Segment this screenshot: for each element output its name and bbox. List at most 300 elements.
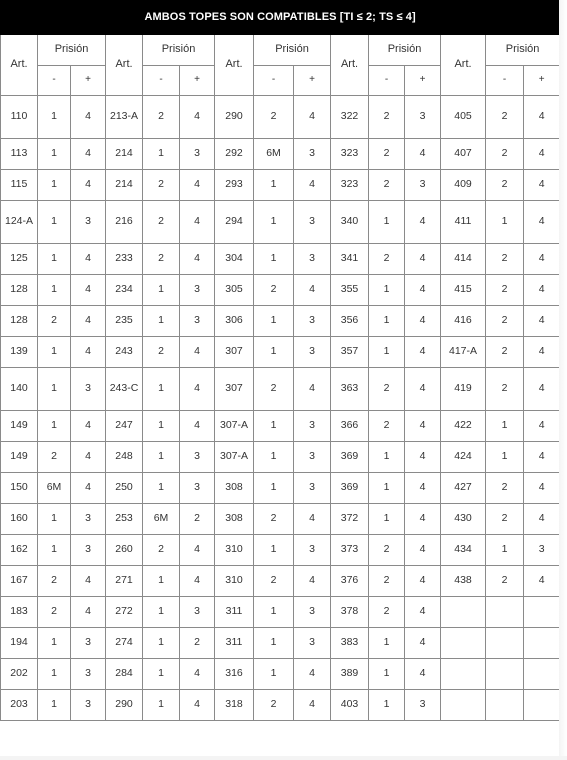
article-cell: 216 xyxy=(106,201,143,244)
article-cell: 305 xyxy=(215,275,254,306)
article-cell: 124-A xyxy=(1,201,38,244)
prison-min-cell: 2 xyxy=(369,244,405,275)
table-row xyxy=(1,201,560,244)
article-cell: 110 xyxy=(1,96,38,139)
article-cell: 260 xyxy=(106,535,143,566)
prison-min-cell: 1 xyxy=(143,139,180,170)
prison-min-cell: 2 xyxy=(486,96,524,139)
prison-max-cell: 4 xyxy=(180,690,215,721)
prison-min-cell: 2 xyxy=(369,170,405,201)
prison-min-cell: 2 xyxy=(486,566,524,597)
prison-min-cell: 1 xyxy=(143,306,180,337)
right-edge-shadow xyxy=(559,0,567,760)
prison-min-cell: 1 xyxy=(254,628,294,659)
article-cell: 214 xyxy=(106,139,143,170)
article-cell: 307-A xyxy=(215,411,254,442)
prison-min-cell: 1 xyxy=(369,442,405,473)
table-row xyxy=(1,244,560,275)
prison-max-cell: 4 xyxy=(405,368,441,411)
prison-max-cell: 4 xyxy=(71,566,106,597)
prison-max-cell xyxy=(524,690,560,721)
article-cell: 234 xyxy=(106,275,143,306)
prison-min-cell: 1 xyxy=(369,690,405,721)
prison-min-cell: 1 xyxy=(143,275,180,306)
prison-max-cell: 4 xyxy=(71,306,106,337)
article-cell: 304 xyxy=(215,244,254,275)
prison-max-cell: 4 xyxy=(524,566,560,597)
prison-max-cell xyxy=(524,628,560,659)
maximum-header: + xyxy=(405,66,441,96)
article-cell: 434 xyxy=(441,535,486,566)
article-cell: 128 xyxy=(1,275,38,306)
table-row xyxy=(1,170,560,201)
prison-min-cell: 2 xyxy=(38,442,71,473)
prison-max-cell: 3 xyxy=(294,628,331,659)
maximum-header: + xyxy=(294,66,331,96)
prison-max-cell: 3 xyxy=(294,244,331,275)
article-cell: 150 xyxy=(1,473,38,504)
prison-max-cell: 3 xyxy=(294,201,331,244)
article-cell: 213-A xyxy=(106,96,143,139)
prison-max-cell: 4 xyxy=(71,96,106,139)
article-cell: 409 xyxy=(441,170,486,201)
article-cell: 306 xyxy=(215,306,254,337)
prison-max-cell: 4 xyxy=(294,690,331,721)
prison-max-cell: 4 xyxy=(405,566,441,597)
prison-max-cell: 4 xyxy=(71,442,106,473)
prison-max-cell: 4 xyxy=(524,442,560,473)
prison-min-cell: 2 xyxy=(486,275,524,306)
article-cell: 272 xyxy=(106,597,143,628)
article-cell: 341 xyxy=(331,244,369,275)
prison-max-cell: 3 xyxy=(71,535,106,566)
article-cell: 167 xyxy=(1,566,38,597)
prison-min-cell: 6M xyxy=(254,139,294,170)
table-title: AMBOS TOPES SON COMPATIBLES [TI ≤ 2; TS ≤ 4] xyxy=(1,1,560,35)
prison-min-cell: 2 xyxy=(143,535,180,566)
prison-max-cell: 4 xyxy=(71,473,106,504)
prison-min-cell: 2 xyxy=(254,96,294,139)
prison-min-cell: 1 xyxy=(143,473,180,504)
article-cell: 307 xyxy=(215,337,254,368)
prison-max-cell: 4 xyxy=(71,275,106,306)
article-cell: 253 xyxy=(106,504,143,535)
prison-max-cell xyxy=(524,659,560,690)
prison-min-cell: 2 xyxy=(143,96,180,139)
prison-min-cell: 1 xyxy=(38,244,71,275)
prison-max-cell: 4 xyxy=(405,597,441,628)
table-row xyxy=(1,473,560,504)
prison-min-cell: 2 xyxy=(486,306,524,337)
prison-min-cell: 2 xyxy=(254,275,294,306)
prision-column-header: Prisión xyxy=(254,35,331,66)
prison-max-cell: 4 xyxy=(71,139,106,170)
table-row xyxy=(1,659,560,690)
prison-min-cell: 1 xyxy=(369,473,405,504)
prison-min-cell: 1 xyxy=(254,535,294,566)
prision-column-header: Prisión xyxy=(38,35,106,66)
article-cell: 243-C xyxy=(106,368,143,411)
article-cell: 308 xyxy=(215,504,254,535)
prison-max-cell: 4 xyxy=(524,275,560,306)
article-cell: 419 xyxy=(441,368,486,411)
article-cell: 311 xyxy=(215,597,254,628)
prison-min-cell: 1 xyxy=(254,597,294,628)
prison-max-cell: 4 xyxy=(180,170,215,201)
article-cell: 310 xyxy=(215,566,254,597)
prison-min-cell: 2 xyxy=(369,139,405,170)
prison-max-cell: 4 xyxy=(405,411,441,442)
article-cell: 355 xyxy=(331,275,369,306)
table-row xyxy=(1,628,560,659)
art-column-header: Art. xyxy=(215,35,254,96)
article-cell: 149 xyxy=(1,442,38,473)
prison-max-cell: 4 xyxy=(294,96,331,139)
article-cell: 235 xyxy=(106,306,143,337)
prison-max-cell: 4 xyxy=(71,411,106,442)
prison-min-cell: 1 xyxy=(143,690,180,721)
article-cell xyxy=(441,659,486,690)
prison-min-cell: 1 xyxy=(254,170,294,201)
prison-min-cell: 1 xyxy=(254,411,294,442)
prison-max-cell: 4 xyxy=(405,504,441,535)
article-cell: 115 xyxy=(1,170,38,201)
article-cell: 323 xyxy=(331,170,369,201)
prison-min-cell: 1 xyxy=(143,566,180,597)
article-cell: 274 xyxy=(106,628,143,659)
prison-min-cell: 1 xyxy=(254,244,294,275)
table-body xyxy=(1,96,560,721)
prison-min-cell: 1 xyxy=(369,306,405,337)
prison-min-cell: 2 xyxy=(486,170,524,201)
prison-min-cell: 1 xyxy=(369,201,405,244)
article-cell: 307-A xyxy=(215,442,254,473)
prison-max-cell: 4 xyxy=(294,566,331,597)
prison-max-cell: 4 xyxy=(524,368,560,411)
article-cell: 316 xyxy=(215,659,254,690)
prison-max-cell: 4 xyxy=(524,306,560,337)
article-cell: 243 xyxy=(106,337,143,368)
article-cell: 139 xyxy=(1,337,38,368)
article-cell: 422 xyxy=(441,411,486,442)
prison-min-cell: 1 xyxy=(38,690,71,721)
prison-min-cell xyxy=(486,659,524,690)
prison-max-cell: 4 xyxy=(294,659,331,690)
prison-max-cell: 3 xyxy=(405,170,441,201)
prison-min-cell: 2 xyxy=(486,473,524,504)
article-cell: 308 xyxy=(215,473,254,504)
prison-max-cell: 4 xyxy=(180,411,215,442)
prison-max-cell: 2 xyxy=(180,628,215,659)
prison-min-cell: 1 xyxy=(254,659,294,690)
article-cell: 357 xyxy=(331,337,369,368)
prison-max-cell: 4 xyxy=(180,201,215,244)
prison-min-cell xyxy=(486,628,524,659)
prison-max-cell: 4 xyxy=(524,201,560,244)
prison-max-cell: 4 xyxy=(405,201,441,244)
prison-min-cell: 1 xyxy=(486,535,524,566)
article-cell: 248 xyxy=(106,442,143,473)
prison-min-cell: 1 xyxy=(38,628,71,659)
prison-max-cell: 4 xyxy=(524,337,560,368)
prison-min-cell: 1 xyxy=(38,368,71,411)
prison-max-cell: 4 xyxy=(180,244,215,275)
prison-max-cell: 4 xyxy=(180,96,215,139)
prison-max-cell: 4 xyxy=(524,170,560,201)
prison-min-cell: 2 xyxy=(254,368,294,411)
prison-min-cell: 2 xyxy=(486,368,524,411)
article-cell: 183 xyxy=(1,597,38,628)
prison-max-cell: 4 xyxy=(294,275,331,306)
article-cell: 292 xyxy=(215,139,254,170)
prison-max-cell: 4 xyxy=(524,244,560,275)
prison-min-cell: 1 xyxy=(143,411,180,442)
article-cell: 403 xyxy=(331,690,369,721)
prison-min-cell: 1 xyxy=(38,139,71,170)
prison-max-cell: 4 xyxy=(180,535,215,566)
prison-max-cell: 3 xyxy=(524,535,560,566)
prison-min-cell: 2 xyxy=(369,368,405,411)
article-cell: 372 xyxy=(331,504,369,535)
table-row xyxy=(1,337,560,368)
prison-max-cell: 4 xyxy=(524,504,560,535)
prison-max-cell: 4 xyxy=(524,96,560,139)
prison-max-cell: 4 xyxy=(405,473,441,504)
prison-max-cell: 3 xyxy=(71,201,106,244)
article-cell: 407 xyxy=(441,139,486,170)
prison-max-cell: 4 xyxy=(71,597,106,628)
article-cell: 366 xyxy=(331,411,369,442)
prison-min-cell: 1 xyxy=(486,442,524,473)
article-cell xyxy=(441,690,486,721)
article-cell: 369 xyxy=(331,442,369,473)
prison-min-cell: 1 xyxy=(38,337,71,368)
article-cell: 202 xyxy=(1,659,38,690)
prison-max-cell: 4 xyxy=(71,244,106,275)
prison-min-cell: 2 xyxy=(486,337,524,368)
prison-min-cell: 1 xyxy=(38,535,71,566)
prison-max-cell: 3 xyxy=(294,139,331,170)
prison-max-cell: 4 xyxy=(294,170,331,201)
article-cell xyxy=(441,597,486,628)
prison-min-cell: 2 xyxy=(486,244,524,275)
article-cell: 363 xyxy=(331,368,369,411)
article-cell: 417-A xyxy=(441,337,486,368)
article-cell: 284 xyxy=(106,659,143,690)
article-cell: 323 xyxy=(331,139,369,170)
prison-min-cell: 1 xyxy=(143,659,180,690)
article-cell: 149 xyxy=(1,411,38,442)
prison-max-cell: 3 xyxy=(294,411,331,442)
article-cell: 376 xyxy=(331,566,369,597)
article-cell: 356 xyxy=(331,306,369,337)
prison-max-cell: 3 xyxy=(294,337,331,368)
article-cell: 290 xyxy=(106,690,143,721)
table-row xyxy=(1,535,560,566)
prison-min-cell: 2 xyxy=(38,306,71,337)
prision-column-header: Prisión xyxy=(486,35,560,66)
prison-min-cell: 1 xyxy=(38,659,71,690)
prison-min-cell: 2 xyxy=(254,566,294,597)
prison-max-cell: 4 xyxy=(405,306,441,337)
prison-max-cell: 4 xyxy=(524,473,560,504)
prison-min-cell: 2 xyxy=(369,597,405,628)
prison-min-cell: 2 xyxy=(143,337,180,368)
table-row xyxy=(1,566,560,597)
article-cell: 250 xyxy=(106,473,143,504)
article-cell: 416 xyxy=(441,306,486,337)
article-cell: 194 xyxy=(1,628,38,659)
article-cell: 271 xyxy=(106,566,143,597)
article-cell: 373 xyxy=(331,535,369,566)
prison-max-cell: 4 xyxy=(405,244,441,275)
article-cell: 322 xyxy=(331,96,369,139)
article-cell: 311 xyxy=(215,628,254,659)
prison-max-cell: 3 xyxy=(180,442,215,473)
article-cell: 438 xyxy=(441,566,486,597)
prison-max-cell: 4 xyxy=(294,368,331,411)
minimum-header: - xyxy=(143,66,180,96)
prison-min-cell: 6M xyxy=(143,504,180,535)
prison-min-cell: 1 xyxy=(38,411,71,442)
prison-min-cell: 1 xyxy=(486,201,524,244)
prison-min-cell: 1 xyxy=(143,442,180,473)
prison-max-cell: 3 xyxy=(180,139,215,170)
prison-max-cell: 4 xyxy=(405,442,441,473)
art-column-header: Art. xyxy=(331,35,369,96)
article-cell: 113 xyxy=(1,139,38,170)
prison-max-cell: 3 xyxy=(71,504,106,535)
prison-max-cell: 3 xyxy=(294,442,331,473)
article-cell: 369 xyxy=(331,473,369,504)
prison-max-cell: 4 xyxy=(524,139,560,170)
article-cell: 378 xyxy=(331,597,369,628)
prison-max-cell: 3 xyxy=(71,659,106,690)
prison-max-cell: 4 xyxy=(405,275,441,306)
article-cell: 414 xyxy=(441,244,486,275)
prison-max-cell: 4 xyxy=(524,411,560,442)
prison-min-cell: 1 xyxy=(38,504,71,535)
prison-min-cell xyxy=(486,690,524,721)
article-cell: 125 xyxy=(1,244,38,275)
prision-column-header: Prisión xyxy=(369,35,441,66)
maximum-header: + xyxy=(524,66,560,96)
article-cell: 430 xyxy=(441,504,486,535)
prison-min-cell: 1 xyxy=(143,628,180,659)
maximum-header: + xyxy=(71,66,106,96)
article-cell: 424 xyxy=(441,442,486,473)
prison-min-cell: 2 xyxy=(369,566,405,597)
article-cell: 383 xyxy=(331,628,369,659)
table-row xyxy=(1,597,560,628)
prison-min-cell: 2 xyxy=(486,504,524,535)
prison-max-cell: 2 xyxy=(180,504,215,535)
prison-min-cell: 2 xyxy=(369,411,405,442)
minimum-header: - xyxy=(486,66,524,96)
prison-max-cell: 3 xyxy=(71,368,106,411)
prison-max-cell: 4 xyxy=(405,535,441,566)
prison-max-cell: 4 xyxy=(294,504,331,535)
prison-min-cell: 1 xyxy=(369,628,405,659)
table-row xyxy=(1,442,560,473)
prison-max-cell: 3 xyxy=(71,690,106,721)
article-cell: 214 xyxy=(106,170,143,201)
article-cell: 293 xyxy=(215,170,254,201)
article-cell: 247 xyxy=(106,411,143,442)
minimum-header: - xyxy=(369,66,405,96)
article-cell xyxy=(441,628,486,659)
article-cell: 233 xyxy=(106,244,143,275)
prison-min-cell: 1 xyxy=(38,170,71,201)
prison-min-cell: 2 xyxy=(254,690,294,721)
prison-min-cell: 1 xyxy=(143,597,180,628)
prison-max-cell: 3 xyxy=(180,473,215,504)
prison-max-cell: 3 xyxy=(405,96,441,139)
article-cell: 340 xyxy=(331,201,369,244)
prison-min-cell: 2 xyxy=(38,566,71,597)
prision-column-header: Prisión xyxy=(143,35,215,66)
prison-max-cell: 4 xyxy=(180,566,215,597)
article-cell: 389 xyxy=(331,659,369,690)
art-column-header: Art. xyxy=(441,35,486,96)
art-column-header: Art. xyxy=(1,35,38,96)
prison-min-cell: 2 xyxy=(254,504,294,535)
article-cell: 411 xyxy=(441,201,486,244)
minimum-header: - xyxy=(254,66,294,96)
article-cell: 318 xyxy=(215,690,254,721)
article-cell: 140 xyxy=(1,368,38,411)
table-row xyxy=(1,411,560,442)
prison-max-cell: 4 xyxy=(180,659,215,690)
prison-max-cell: 3 xyxy=(405,690,441,721)
table-row xyxy=(1,96,560,139)
prison-min-cell: 1 xyxy=(254,442,294,473)
prison-max-cell: 4 xyxy=(405,139,441,170)
prison-max-cell: 3 xyxy=(180,597,215,628)
prison-min-cell: 6M xyxy=(38,473,71,504)
article-cell: 427 xyxy=(441,473,486,504)
article-cell: 128 xyxy=(1,306,38,337)
prison-max-cell: 4 xyxy=(405,337,441,368)
article-cell: 415 xyxy=(441,275,486,306)
prison-min-cell: 1 xyxy=(369,504,405,535)
article-cell: 405 xyxy=(441,96,486,139)
article-cell: 162 xyxy=(1,535,38,566)
prison-max-cell: 4 xyxy=(405,659,441,690)
table-row xyxy=(1,690,560,721)
prison-min-cell: 2 xyxy=(369,96,405,139)
prison-min-cell xyxy=(486,597,524,628)
prison-max-cell: 3 xyxy=(180,306,215,337)
table-row xyxy=(1,275,560,306)
prison-min-cell: 1 xyxy=(486,411,524,442)
prison-min-cell: 2 xyxy=(143,170,180,201)
prison-min-cell: 2 xyxy=(369,535,405,566)
prison-max-cell: 3 xyxy=(180,275,215,306)
article-cell: 310 xyxy=(215,535,254,566)
prison-min-cell: 1 xyxy=(369,337,405,368)
prison-max-cell xyxy=(524,597,560,628)
prison-min-cell: 1 xyxy=(38,96,71,139)
prison-max-cell: 3 xyxy=(294,597,331,628)
prison-max-cell: 3 xyxy=(294,535,331,566)
article-cell: 307 xyxy=(215,368,254,411)
table-row xyxy=(1,139,560,170)
prison-min-cell: 2 xyxy=(38,597,71,628)
table-row xyxy=(1,306,560,337)
prison-min-cell: 1 xyxy=(143,368,180,411)
article-cell: 203 xyxy=(1,690,38,721)
